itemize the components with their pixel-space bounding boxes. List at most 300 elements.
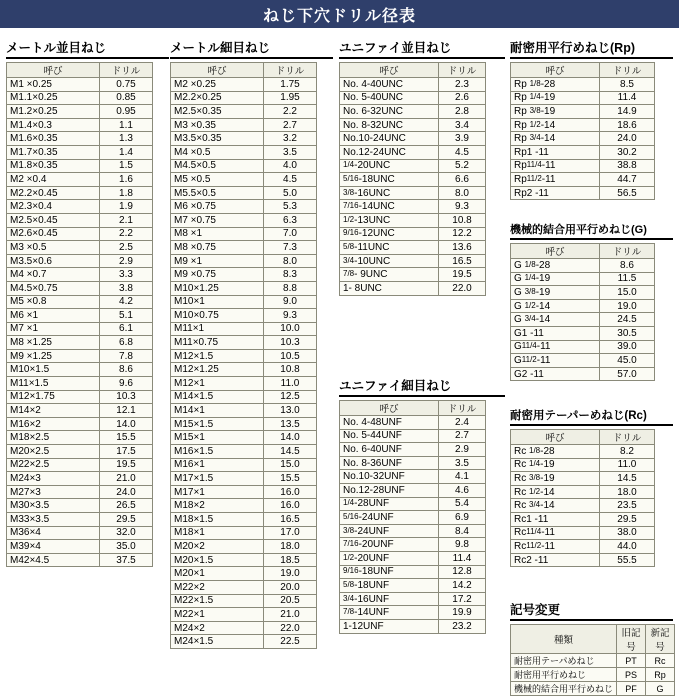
- cell-value: 1.3: [100, 132, 153, 146]
- col-header-type: 種類: [511, 625, 617, 654]
- cell-value: 24.0: [600, 132, 655, 146]
- cell-designation: M6 ×0.75: [171, 200, 264, 214]
- table-row: [171, 621, 317, 635]
- table-row: [511, 654, 675, 668]
- cell-value: 4.5: [439, 145, 486, 159]
- table-row: [7, 513, 153, 527]
- table-row: [511, 91, 655, 105]
- section-title-unified-fine: ユニファイ細目ねじ: [339, 376, 505, 397]
- cell-value: 2.4: [439, 416, 486, 430]
- table-row: [7, 458, 153, 472]
- col-header-drill: ドリル: [439, 401, 486, 416]
- table-row: [511, 159, 655, 173]
- table-row: [171, 390, 317, 404]
- cell-designation: M9 ×1.25: [7, 349, 100, 363]
- table-row: [7, 445, 153, 459]
- cell-value: 2.2: [264, 105, 317, 119]
- cell-value: 2.7: [439, 429, 486, 443]
- table-row: [7, 553, 153, 567]
- cell-designation: G1 -11: [511, 326, 600, 340]
- col-header-name: 呼び: [171, 63, 264, 78]
- table-row: [171, 567, 317, 581]
- cell-designation: M3 ×0.35: [171, 118, 264, 132]
- table-row: [340, 241, 486, 255]
- cell-designation: Rp2 -11: [511, 186, 600, 200]
- cell-designation: Rp 1/8-28: [511, 78, 600, 92]
- cell-value: 2.9: [100, 254, 153, 268]
- cell-value: 1.1: [100, 118, 153, 132]
- table-unified-coarse: [339, 62, 486, 296]
- table-row: [511, 259, 655, 273]
- table-row: [340, 619, 486, 633]
- table-row: [511, 118, 655, 132]
- table-row: [171, 445, 317, 459]
- cell-designation: M4 ×0.5: [171, 145, 264, 159]
- table-row: [171, 159, 317, 173]
- cell-designation: M1.4×0.3: [7, 118, 100, 132]
- table-row: [340, 470, 486, 484]
- cell-value: 9.8: [439, 538, 486, 552]
- cell-value: 55.5: [600, 553, 655, 567]
- cell-value: 2.2: [100, 227, 153, 241]
- cell-value: PF: [617, 682, 646, 696]
- table-body-g: [511, 259, 655, 381]
- table-row: [340, 186, 486, 200]
- table-row: [171, 186, 317, 200]
- table-row: [171, 458, 317, 472]
- cell-designation: No.10-32UNF: [340, 470, 439, 484]
- cell-designation: Rp11/4-11: [511, 159, 600, 173]
- col-header-drill: ドリル: [100, 63, 153, 78]
- cell-designation: M3.5×0.35: [171, 132, 264, 146]
- table-row: [340, 281, 486, 295]
- cell-value: 16.5: [264, 513, 317, 527]
- cell-designation: 3/8-24UNF: [340, 524, 439, 538]
- table-row: [340, 227, 486, 241]
- table-row: [171, 417, 317, 431]
- cell-value: 20.5: [264, 594, 317, 608]
- cell-value: 11.0: [264, 377, 317, 391]
- table-unified-fine: [339, 400, 486, 634]
- cell-value: 17.2: [439, 592, 486, 606]
- cell-designation: M7 ×1: [7, 322, 100, 336]
- cell-value: 3.2: [264, 132, 317, 146]
- cell-designation: M18×1: [171, 526, 264, 540]
- table-row: [340, 538, 486, 552]
- table-row: [7, 404, 153, 418]
- cell-value: 2.7: [264, 118, 317, 132]
- section-metric-coarse: [6, 38, 169, 567]
- cell-designation: 9/16-12UNC: [340, 227, 439, 241]
- table-row: [7, 213, 153, 227]
- table-row: [340, 254, 486, 268]
- table-row: [7, 241, 153, 255]
- table-row: [511, 367, 655, 381]
- table-kigou: [510, 624, 675, 696]
- cell-value: 38.0: [600, 526, 655, 540]
- cell-value: 4.2: [100, 295, 153, 309]
- cell-designation: M2.2×0.25: [171, 91, 264, 105]
- cell-designation: M9 ×1: [171, 254, 264, 268]
- cell-designation: 3/4-10UNC: [340, 254, 439, 268]
- table-row: [340, 524, 486, 538]
- col-header-drill: ドリル: [600, 430, 655, 445]
- cell-designation: M12×1.25: [171, 363, 264, 377]
- cell-designation: M1 ×0.25: [7, 78, 100, 92]
- table-row: [171, 594, 317, 608]
- cell-value: 8.3: [264, 268, 317, 282]
- table-row: [7, 91, 153, 105]
- cell-designation: G 3/4-14: [511, 313, 600, 327]
- section-title-unified-coarse: ユニファイ並目ねじ: [339, 38, 505, 59]
- cell-value: 14.5: [264, 445, 317, 459]
- section-g: [510, 221, 673, 381]
- cell-designation: Rp 3/8-19: [511, 105, 600, 119]
- cell-value: 19.5: [439, 268, 486, 282]
- cell-value: 3.5: [439, 456, 486, 470]
- cell-designation: 7/8- 9UNC: [340, 268, 439, 282]
- table-row: [511, 105, 655, 119]
- table-row: [171, 322, 317, 336]
- cell-designation: M18×2: [171, 499, 264, 513]
- cell-value: 1.95: [264, 91, 317, 105]
- cell-value: 17.0: [264, 526, 317, 540]
- cell-designation: M8 ×0.75: [171, 241, 264, 255]
- cell-value: 5.1: [100, 309, 153, 323]
- cell-designation: M2.2×0.45: [7, 186, 100, 200]
- cell-value: 7.0: [264, 227, 317, 241]
- cell-value: 0.95: [100, 105, 153, 119]
- cell-value: 3.8: [100, 281, 153, 295]
- cell-designation: M1.6×0.35: [7, 132, 100, 146]
- table-row: [171, 580, 317, 594]
- cell-value: 23.5: [600, 499, 655, 513]
- cell-designation: 5/16-24UNF: [340, 511, 439, 525]
- cell-value: 7.3: [264, 241, 317, 255]
- cell-value: 14.2: [439, 579, 486, 593]
- table-row: [7, 377, 153, 391]
- cell-value: 19.9: [439, 606, 486, 620]
- table-row: [340, 483, 486, 497]
- cell-value: 8.0: [439, 186, 486, 200]
- table-row: [171, 363, 317, 377]
- table-row: [7, 268, 153, 282]
- cell-value: PT: [617, 654, 646, 668]
- cell-value: 3.5: [264, 145, 317, 159]
- cell-designation: M4 ×0.7: [7, 268, 100, 282]
- cell-value: 22.5: [264, 635, 317, 649]
- table-row: [340, 429, 486, 443]
- table-row: [171, 200, 317, 214]
- cell-value: 3.4: [439, 118, 486, 132]
- cell-value: 1.4: [100, 145, 153, 159]
- table-row: [7, 78, 153, 92]
- cell-designation: 3/4-16UNF: [340, 592, 439, 606]
- cell-designation: Rc11/2-11: [511, 540, 600, 554]
- table-row: [511, 340, 655, 354]
- table-row: [340, 118, 486, 132]
- cell-value: 14.0: [264, 431, 317, 445]
- table-body-unified-coarse: [340, 78, 486, 296]
- table-row: [7, 132, 153, 146]
- section-title-g: 機械的結合用平行めねじ(G): [510, 221, 673, 240]
- table-row: [340, 497, 486, 511]
- table-row: [511, 540, 655, 554]
- cell-designation: M6 ×1: [7, 309, 100, 323]
- table-row: [511, 445, 655, 459]
- cell-designation: 5/8-18UNF: [340, 579, 439, 593]
- cell-value: 2.6: [439, 91, 486, 105]
- cell-value: 15.5: [264, 472, 317, 486]
- cell-designation: M2.5×0.35: [171, 105, 264, 119]
- table-header-row: [511, 63, 655, 78]
- cell-value: 22.0: [439, 281, 486, 295]
- table-row: [171, 553, 317, 567]
- cell-value: 30.5: [600, 326, 655, 340]
- table-rp: [510, 62, 655, 200]
- cell-designation: M17×1.5: [171, 472, 264, 486]
- cell-designation: M20×1: [171, 567, 264, 581]
- cell-value: 57.0: [600, 367, 655, 381]
- cell-designation: No. 6-40UNF: [340, 443, 439, 457]
- cell-designation: M22×2.5: [7, 458, 100, 472]
- cell-designation: M1.1×0.25: [7, 91, 100, 105]
- table-row: [171, 241, 317, 255]
- cell-designation: 7/16-14UNC: [340, 200, 439, 214]
- section-title-rp: 耐密用平行めねじ(Rp): [510, 38, 673, 59]
- cell-designation: Rc 1/8-28: [511, 445, 600, 459]
- cell-value: 5.0: [264, 186, 317, 200]
- table-body-unified-fine: [340, 416, 486, 634]
- cell-value: 2.5: [100, 241, 153, 255]
- cell-value: 14.0: [100, 417, 153, 431]
- table-row: [7, 254, 153, 268]
- table-row: [511, 485, 655, 499]
- cell-value: PS: [617, 668, 646, 682]
- cell-designation: M5 ×0.8: [7, 295, 100, 309]
- cell-designation: M30×3.5: [7, 499, 100, 513]
- table-row: [171, 145, 317, 159]
- table-row: [511, 472, 655, 486]
- cell-designation: M11×1.5: [7, 377, 100, 391]
- cell-value: 8.5: [600, 78, 655, 92]
- cell-designation: G 3/8-19: [511, 286, 600, 300]
- table-row: [171, 540, 317, 554]
- table-row: [171, 608, 317, 622]
- cell-designation: M24×3: [7, 472, 100, 486]
- cell-designation: Rp11/2-11: [511, 173, 600, 187]
- cell-designation: No.12-24UNC: [340, 145, 439, 159]
- table-row: [7, 173, 153, 187]
- table-row: [171, 635, 317, 649]
- table-row: [7, 322, 153, 336]
- col-header-name: 呼び: [340, 401, 439, 416]
- cell-value: 12.8: [439, 565, 486, 579]
- cell-designation: M14×1.5: [171, 390, 264, 404]
- cell-designation: M36×4: [7, 526, 100, 540]
- cell-value: 15.5: [100, 431, 153, 445]
- section-unified-coarse: [339, 38, 505, 296]
- cell-designation: M4.5×0.5: [171, 159, 264, 173]
- cell-designation: No. 5-44UNF: [340, 429, 439, 443]
- cell-designation: M1.8×0.35: [7, 159, 100, 173]
- table-row: [511, 78, 655, 92]
- table-row: [511, 272, 655, 286]
- cell-value: 39.0: [600, 340, 655, 354]
- cell-designation: M39×4: [7, 540, 100, 554]
- cell-designation: Rc 1/2-14: [511, 485, 600, 499]
- section-title-rc: 耐密用テーパーめねじ(Rc): [510, 407, 673, 426]
- col-header-name: 呼び: [511, 430, 600, 445]
- table-body-rp: [511, 78, 655, 200]
- cell-designation: Rc 1/4-19: [511, 458, 600, 472]
- cell-value: 22.0: [264, 621, 317, 635]
- table-row: [340, 200, 486, 214]
- cell-value: Rp: [646, 668, 675, 682]
- table-header-row: [511, 244, 655, 259]
- table-body-metric-coarse: [7, 78, 153, 567]
- cell-designation: G11/2-11: [511, 354, 600, 368]
- section-metric-fine: [170, 38, 333, 649]
- cell-designation: M24×1.5: [171, 635, 264, 649]
- cell-value: 10.0: [264, 322, 317, 336]
- cell-designation: No. 4-48UNF: [340, 416, 439, 430]
- table-header-row: [340, 401, 486, 416]
- table-row: [171, 377, 317, 391]
- table-row: [511, 145, 655, 159]
- table-row: [7, 390, 153, 404]
- table-header-row: [511, 430, 655, 445]
- cell-designation: No. 8-36UNF: [340, 456, 439, 470]
- cell-value: 12.5: [264, 390, 317, 404]
- cell-value: 8.6: [600, 259, 655, 273]
- cell-designation: 1- 8UNC: [340, 281, 439, 295]
- table-row: [171, 105, 317, 119]
- cell-designation: M16×1: [171, 458, 264, 472]
- section-rc: [510, 407, 673, 567]
- cell-designation: M4.5×0.75: [7, 281, 100, 295]
- cell-value: 17.5: [100, 445, 153, 459]
- table-row: [340, 606, 486, 620]
- cell-designation: M3.5×0.6: [7, 254, 100, 268]
- cell-designation: 1-12UNF: [340, 619, 439, 633]
- cell-designation: M7 ×0.75: [171, 213, 264, 227]
- cell-value: 21.0: [100, 472, 153, 486]
- cell-designation: Rp 3/4-14: [511, 132, 600, 146]
- cell-value: 0.75: [100, 78, 153, 92]
- cell-value: 37.5: [100, 553, 153, 567]
- cell-designation: M12×1.75: [7, 390, 100, 404]
- table-row: [7, 105, 153, 119]
- cell-value: 9.3: [439, 200, 486, 214]
- cell-designation: M2.6×0.45: [7, 227, 100, 241]
- cell-designation: 7/16-20UNF: [340, 538, 439, 552]
- table-row: [511, 299, 655, 313]
- table-row: [340, 511, 486, 525]
- table-row: [340, 78, 486, 92]
- cell-designation: M2.3×0.4: [7, 200, 100, 214]
- cell-value: 4.0: [264, 159, 317, 173]
- cell-designation: G2 -11: [511, 367, 600, 381]
- cell-designation: M10×1: [171, 295, 264, 309]
- cell-designation: M22×2: [171, 580, 264, 594]
- table-row: [340, 551, 486, 565]
- table-row: [340, 173, 486, 187]
- cell-value: 14.9: [600, 105, 655, 119]
- cell-designation: M11×1: [171, 322, 264, 336]
- cell-value: 18.0: [264, 540, 317, 554]
- table-row: [511, 526, 655, 540]
- table-header-row: [511, 625, 675, 654]
- cell-value: 8.0: [264, 254, 317, 268]
- cell-value: 19.5: [100, 458, 153, 472]
- col-header-name: 呼び: [340, 63, 439, 78]
- table-body-rc: [511, 445, 655, 567]
- table-row: [7, 485, 153, 499]
- cell-value: 11.4: [600, 91, 655, 105]
- section-title-metric-fine: メートル細目ねじ: [170, 38, 333, 59]
- cell-value: 8.6: [100, 363, 153, 377]
- cell-value: 11.5: [600, 272, 655, 286]
- cell-designation: M12×1.5: [171, 349, 264, 363]
- cell-designation: No. 5-40UNC: [340, 91, 439, 105]
- table-row: [171, 281, 317, 295]
- table-row: [340, 456, 486, 470]
- cell-value: 12.1: [100, 404, 153, 418]
- cell-designation: 1/2-13UNC: [340, 213, 439, 227]
- section-title-kigou: 記号変更: [510, 600, 673, 621]
- cell-value: 30.2: [600, 145, 655, 159]
- cell-designation: M20×2: [171, 540, 264, 554]
- table-row: [171, 118, 317, 132]
- cell-designation: Rc1 -11: [511, 512, 600, 526]
- cell-value: 18.6: [600, 118, 655, 132]
- cell-value: 8.2: [600, 445, 655, 459]
- table-row: [511, 458, 655, 472]
- cell-designation: 耐密用テーパめねじ: [511, 654, 617, 668]
- cell-value: 2.1: [100, 213, 153, 227]
- table-row: [340, 213, 486, 227]
- cell-value: 4.5: [264, 173, 317, 187]
- cell-designation: G 1/8-28: [511, 259, 600, 273]
- cell-value: 15.0: [600, 286, 655, 300]
- cell-designation: No. 8-32UNC: [340, 118, 439, 132]
- cell-value: 15.0: [264, 458, 317, 472]
- cell-value: 2.9: [439, 443, 486, 457]
- cell-value: 1.75: [264, 78, 317, 92]
- table-row: [171, 404, 317, 418]
- col-header-new: 新記号: [646, 625, 675, 654]
- cell-designation: G 1/4-19: [511, 272, 600, 286]
- cell-value: 8.4: [439, 524, 486, 538]
- table-row: [340, 579, 486, 593]
- col-header-name: 呼び: [7, 63, 100, 78]
- table-row: [340, 565, 486, 579]
- cell-value: 4.6: [439, 483, 486, 497]
- table-row: [171, 173, 317, 187]
- cell-designation: M15×1: [171, 431, 264, 445]
- cell-value: 1.8: [100, 186, 153, 200]
- cell-designation: 耐密用平行めねじ: [511, 668, 617, 682]
- table-g: [510, 243, 655, 381]
- cell-designation: G11/4-11: [511, 340, 600, 354]
- cell-designation: No.10-24UNC: [340, 132, 439, 146]
- cell-designation: M10×1.25: [171, 281, 264, 295]
- cell-designation: Rp 1/2-14: [511, 118, 600, 132]
- table-row: [7, 309, 153, 323]
- cell-designation: Rc 3/8-19: [511, 472, 600, 486]
- cell-value: 6.6: [439, 173, 486, 187]
